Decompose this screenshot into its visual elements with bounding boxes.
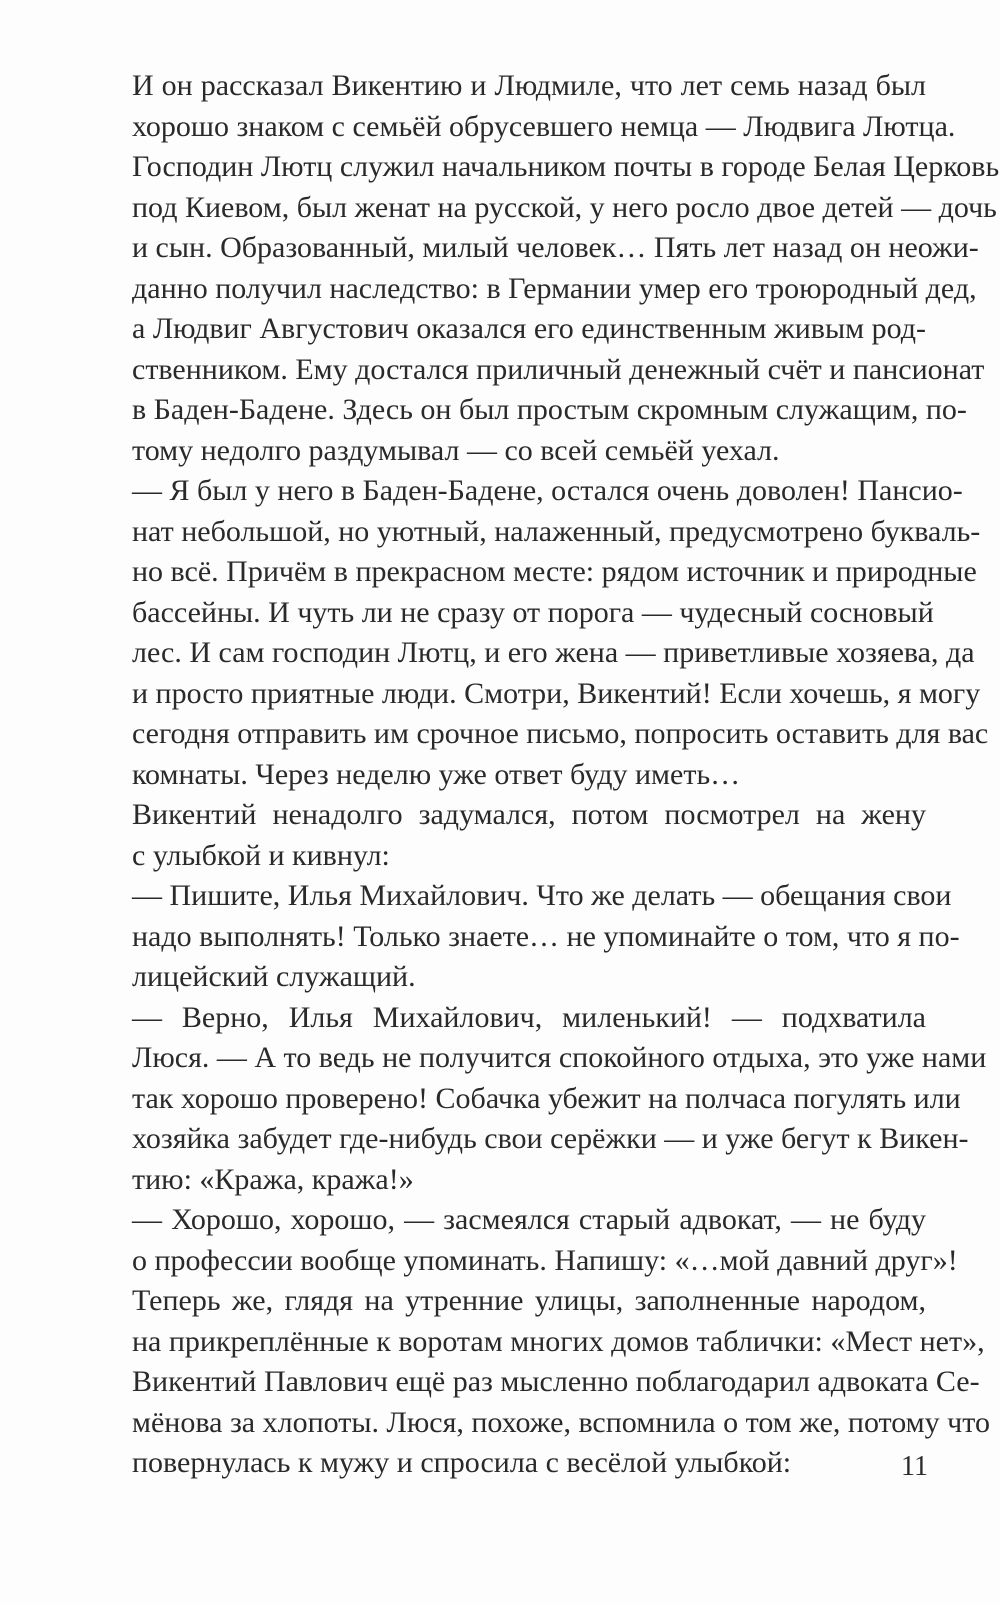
paragraph: [106, 876, 960, 998]
text-line: тому недолго раздумывал — со всей семьёй уехал.: [132, 433, 780, 467]
text-line: Теперь же, глядя на утренние улицы, заполненные народом,: [132, 1284, 926, 1317]
text-line: и просто приятные люди. Смотри, Викентий! Если хочешь, я могу: [132, 676, 981, 710]
paragraph: [106, 795, 926, 876]
text-line: тию: «Кража, кража!»: [132, 1162, 414, 1196]
text-line: с улыбкой и кивнул:: [132, 838, 390, 872]
text-line: Люся. — А то ведь не получится спокойного отдыха, это уже нами: [132, 1041, 987, 1074]
text-line: о профессии вообще упоминать. Напишу: «…мой давний друг»!: [132, 1243, 958, 1277]
text-line: и сын. Образованный, милый человек… Пять лет назад он неожи-: [132, 231, 979, 264]
paragraph: [106, 998, 987, 1201]
text-line: повернулась к мужу и спросила с весёлой улыбкой:: [132, 1446, 792, 1479]
text-line: лес. И сам господин Лютц, и его жена — приветливые хозяева, да: [132, 636, 975, 669]
paragraph: [106, 66, 1000, 471]
text-line: а Людвиг Августович оказался его единственным живым род-: [132, 312, 926, 345]
text-line: — Пишите, Илья Михайлович. Что же делать — обещания свои: [132, 879, 952, 912]
text-line: сегодня отправить им срочное письмо, попросить оставить для вас: [132, 717, 989, 750]
text-line: данно получил наследство: в Германии умер его троюродный дед,: [132, 271, 977, 305]
page-number: 11: [901, 1451, 928, 1482]
text-line: мёнова за хлопоты. Люся, похоже, вспомнила о том же, потому что: [132, 1405, 990, 1439]
text-line: на прикреплённые к воротам многих домов таблички: «Мест нет»,: [132, 1324, 985, 1358]
paragraph: [106, 1200, 958, 1281]
text-line: ственником. Ему достался приличный денежный счёт и пансионат: [132, 352, 985, 386]
text-line: И он рассказал Викентию и Людмиле, что лет семь назад был: [132, 69, 926, 102]
text-line: так хорошо проверено! Собачка убежит на полчаса погулять или: [132, 1081, 961, 1115]
text-line: но всё. Причём в прекрасном месте: рядом источник и природные: [132, 555, 977, 588]
body-text: [106, 66, 1000, 1484]
text-line: под Киевом, был женат на русской, у него росло двое детей — дочь: [132, 190, 997, 224]
text-line: Господин Лютц служил начальником почты в городе Белая Церковь: [132, 150, 1000, 183]
text-line: бассейны. И чуть ли не сразу от порога — чудесный сосновый: [132, 595, 934, 629]
text-line: комнаты. Через неделю уже ответ буду иметь…: [132, 757, 741, 791]
text-line: надо выполнять! Только знаете… не упоминайте о том, что я по-: [132, 919, 960, 953]
text-line: хозяйка забудет где-нибудь свои серёжки — и уже бегут к Викен-: [132, 1122, 969, 1155]
text-line: Викентий Павлович ещё раз мысленно поблагодарил адвоката Се-: [132, 1365, 980, 1398]
text-line: нат небольшой, но уютный, налаженный, предусмотрено букваль-: [132, 514, 981, 548]
text-line: в Баден-Бадене. Здесь он был простым скромным служащим, по-: [132, 393, 967, 426]
text-line: хорошо знаком с семьёй обрусевшего немца — Людвига Лютца.: [132, 109, 956, 143]
text-line: — Я был у него в Баден-Бадене, остался очень доволен! Пансио-: [132, 474, 963, 507]
text-line: лицейский служащий.: [132, 960, 416, 993]
text-line: — Хорошо, хорошо, — засмеялся старый адвокат, — не буду: [132, 1203, 926, 1236]
paragraph: [106, 1281, 990, 1484]
text-line: — Верно, Илья Михайлович, миленький! — подхватила: [132, 1000, 926, 1034]
paragraph: [106, 471, 989, 795]
text-line: Викентий ненадолго задумался, потом посмотрел на жену: [132, 798, 926, 831]
